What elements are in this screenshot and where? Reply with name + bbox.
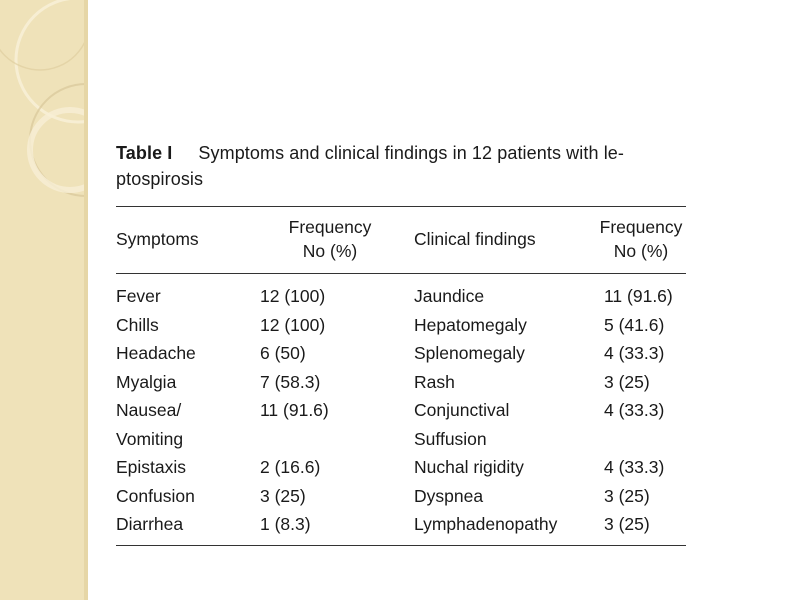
table-row xyxy=(116,368,686,397)
finding-cell: Conjunctival xyxy=(414,400,510,420)
symptom-cell: Confusion xyxy=(116,485,195,506)
finding-frequency-cell: 3 (25) xyxy=(604,514,650,534)
header-symptoms: Symptoms xyxy=(116,229,199,249)
table-caption xyxy=(116,140,696,192)
symptom-cell: Chills xyxy=(116,314,159,335)
symptom-cell: Vomiting xyxy=(116,428,184,449)
table-row xyxy=(116,425,686,454)
table-row xyxy=(116,396,686,425)
decorative-side-band xyxy=(0,0,88,600)
symptom-cell: Epistaxis xyxy=(116,457,187,477)
table-header-row xyxy=(116,207,686,267)
table-document xyxy=(116,140,696,546)
table-row xyxy=(116,453,686,482)
finding-cell: Splenomegaly xyxy=(414,343,525,363)
header-frequency-2-line2: No (%) xyxy=(613,241,669,261)
table-bottom-rule xyxy=(116,545,686,546)
table-caption-label: Table I xyxy=(116,143,173,163)
symptom-frequency-cell: 12 (100) xyxy=(260,314,326,335)
symptom-frequency-cell: 2 (16.6) xyxy=(260,457,321,477)
finding-frequency-cell: 4 (33.3) xyxy=(604,343,665,363)
header-frequency-1-line2: No (%) xyxy=(302,241,358,261)
finding-frequency-cell: 4 (33.3) xyxy=(604,400,665,420)
finding-cell: Dyspnea xyxy=(414,485,484,506)
table-caption-title-line2: ptospirosis xyxy=(116,169,204,189)
table-row xyxy=(116,482,686,511)
finding-frequency-cell: 4 (33.3) xyxy=(604,457,665,477)
symptom-cell: Headache xyxy=(116,343,196,363)
finding-cell: Hepatomegaly xyxy=(414,314,527,335)
finding-frequency-cell: 5 (41.6) xyxy=(604,314,665,335)
symptom-cell: Myalgia xyxy=(116,371,177,392)
decorative-swirl-graphic xyxy=(0,0,88,600)
finding-frequency-cell xyxy=(596,425,686,454)
symptom-frequency-cell: 1 (8.3) xyxy=(260,514,311,534)
finding-frequency-cell: 3 (25) xyxy=(604,371,650,392)
symptom-cell: Fever xyxy=(116,286,161,306)
header-frequency-1 xyxy=(254,207,406,267)
symptom-frequency-cell: 6 (50) xyxy=(260,343,306,363)
header-clinical-findings: Clinical findings xyxy=(414,229,536,249)
symptom-frequency-cell: 12 (100) xyxy=(260,286,326,306)
symptom-frequency-cell xyxy=(254,425,406,454)
table-row xyxy=(116,510,686,539)
symptom-frequency-cell: 11 (91.6) xyxy=(260,400,329,420)
table-row xyxy=(116,278,686,311)
finding-cell: Rash xyxy=(414,371,455,392)
table-caption-title-line1: Symptoms and clinical findings in 12 patients with le- xyxy=(198,143,624,163)
table-header-rule xyxy=(116,273,686,274)
header-frequency-1-line1: Frequency xyxy=(288,217,372,237)
symptoms-table xyxy=(116,207,686,539)
symptom-cell: Nausea/ xyxy=(116,400,182,420)
table-row xyxy=(116,339,686,368)
finding-cell: Suffusion xyxy=(414,428,487,449)
finding-cell: Lymphadenopathy xyxy=(414,514,558,534)
header-frequency-2-line1: Frequency xyxy=(599,217,683,237)
symptom-frequency-cell: 3 (25) xyxy=(260,485,306,506)
table-body xyxy=(116,278,686,539)
symptom-frequency-cell: 7 (58.3) xyxy=(260,371,321,392)
finding-frequency-cell: 11 (91.6) xyxy=(604,286,673,306)
symptom-cell: Diarrhea xyxy=(116,514,184,534)
table-row xyxy=(116,311,686,340)
finding-cell: Jaundice xyxy=(414,286,485,306)
finding-cell: Nuchal rigidity xyxy=(414,457,524,477)
header-frequency-2 xyxy=(596,207,686,267)
finding-frequency-cell: 3 (25) xyxy=(604,485,650,506)
